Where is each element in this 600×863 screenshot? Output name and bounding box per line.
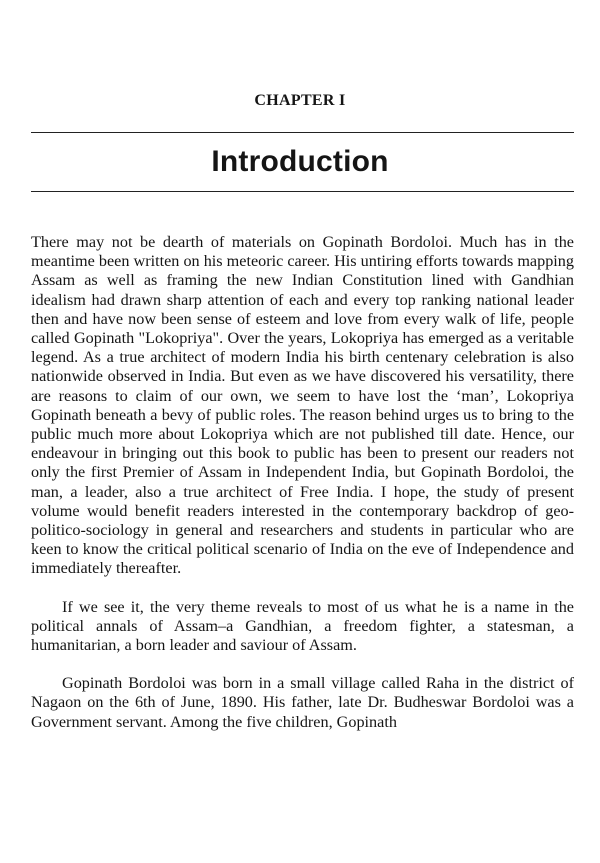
title-rule-bottom <box>31 191 574 192</box>
body-text <box>31 233 574 732</box>
title-rule-top <box>31 132 574 133</box>
paragraph-3: Gopinath Bordoloi was born in a small village called Raha in the district of Nagaon on the 6th of June, 1890. His father, late Dr. Budheswar Bordoloi was a Government servant. Among the five children, Gopinath <box>31 674 574 731</box>
chapter-title: Introduction <box>211 145 389 178</box>
paragraph-1: There may not be dearth of materials on Gopinath Bordoloi. Much has in the meantime been written on his meteoric career. His untiring efforts towards mapping Assam as well as framing the new Indian Constitution lined with Gandhian idealism had drawn sharp attention of each and every top ranking national leader then and have now been sense of esteem and love from every walk of life, people called Gopinath "Lokopriya". Over the years, Lokopriya has emerged as a veritable legend. As a true architect of modern India his birth centenary celebration is also nationwide observed in India. But even as we have discovered his versatility, there are reasons to claim of our own, we seem to have lost the ‘man’, Lokopriya Gopinath beneath a bevy of public roles. The reason behind urges us to bring to the public much more about Lokopriya which are not published till date. Hence, our endeavour in bringing out this book to public has been to present our readers not only the first Premier of Assam in Independent India, but Gopinath Bordoloi, the man, a leader, also a true architect of Free India. I hope, the study of present volume would benefit readers interested in the contemporary backdrop of geo-politico-sociology in general and researchers and students in particular who are keen to know the critical political scenario of India on the eve of Independence and immediately thereafter. <box>31 233 574 578</box>
paragraph-2: If we see it, the very theme reveals to most of us what he is a name in the political annals of Assam–a Gandhian, a freedom fighter, a statesman, a humanitarian, a born leader and saviour of Assam. <box>31 597 574 655</box>
chapter-label: CHAPTER I <box>254 92 346 109</box>
